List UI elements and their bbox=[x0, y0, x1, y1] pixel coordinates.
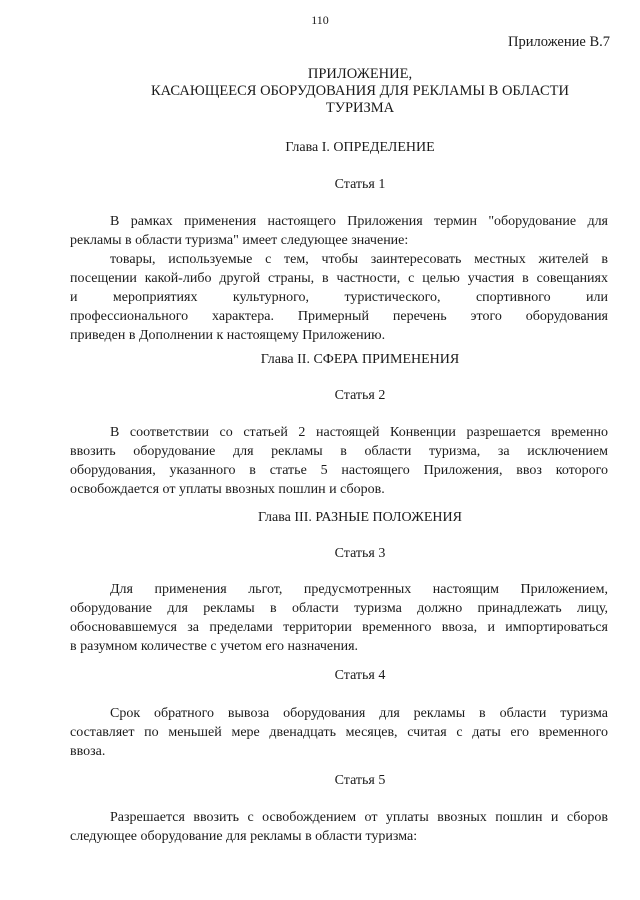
text-line: В соответствии со статьей 2 настоящей Конвенции разрешается временно bbox=[110, 425, 608, 440]
article-3-paragraph-1 bbox=[70, 580, 608, 656]
text-line: посещении какой-либо другой страны, в частности, с целью участия в совещаниях bbox=[70, 271, 608, 286]
article-3-heading: Статья 3 bbox=[334, 546, 386, 561]
text-line: Срок обратного вывоза оборудования для рекламы в области туризма bbox=[110, 706, 608, 721]
article-2-heading: Статья 2 bbox=[334, 388, 386, 403]
article-5-paragraph-1 bbox=[70, 808, 608, 846]
text-line: в разумном количестве с учетом его назначения. bbox=[70, 639, 359, 654]
article-4-heading: Статья 4 bbox=[334, 668, 386, 683]
chapter-3-heading: Глава III. РАЗНЫЕ ПОЛОЖЕНИЯ bbox=[258, 510, 462, 525]
title-line-1: ПРИЛОЖЕНИЕ, bbox=[307, 66, 413, 82]
article-5-heading: Статья 5 bbox=[334, 773, 386, 788]
text-line: обосновавшемуся за пределами территории временного ввоза, и импортироваться bbox=[70, 620, 608, 635]
article-1-heading: Статья 1 bbox=[334, 177, 386, 192]
text-line: составляет по меньшей мере двенадцать месяцев, считая с даты его временного bbox=[70, 725, 608, 740]
text-line: следующее оборудование для рекламы в области туризма: bbox=[70, 829, 418, 844]
article-1-paragraph-2 bbox=[70, 250, 608, 345]
text-line: приведен в Дополнении к настоящему Приложению. bbox=[70, 328, 386, 343]
text-line: профессионального характера. Примерный перечень этого оборудования bbox=[70, 309, 608, 324]
text-line: товары, используемые с тем, чтобы заинтересовать местных жителей в bbox=[110, 252, 608, 267]
page-number: 110 bbox=[311, 13, 329, 27]
title-line-2: КАСАЮЩЕЕСЯ ОБОРУДОВАНИЯ ДЛЯ РЕКЛАМЫ В ОБЛАСТИ bbox=[151, 83, 569, 99]
chapter-2-heading: Глава II. СФЕРА ПРИМЕНЕНИЯ bbox=[260, 352, 460, 367]
text-line: и мероприятиях культурного, туристического, спортивного или bbox=[70, 290, 608, 305]
title-line-3: ТУРИЗМА bbox=[325, 100, 395, 116]
text-line: ввоза. bbox=[70, 744, 106, 759]
article-1-paragraph-1 bbox=[70, 212, 608, 250]
chapter-1-heading: Глава I. ОПРЕДЕЛЕНИЕ bbox=[285, 140, 435, 155]
document-title bbox=[100, 66, 620, 117]
appendix-label: Приложение В.7 bbox=[508, 34, 610, 50]
text-line: оборудование для рекламы в области туризма должно принадлежать лицу, bbox=[70, 601, 608, 616]
text-line: ввозить оборудование для рекламы в области туризма, за исключением bbox=[70, 444, 608, 459]
article-2-paragraph-1 bbox=[70, 423, 608, 499]
text-line: рекламы в области туризма" имеет следующее значение: bbox=[70, 233, 409, 248]
text-line: Разрешается ввозить с освобождением от уплаты ввозных пошлин и сборов bbox=[110, 810, 608, 825]
text-line: оборудования, указанного в статье 5 настоящего Приложения, ввоз которого bbox=[70, 463, 608, 478]
article-4-paragraph-1 bbox=[70, 704, 608, 761]
text-line: освобождается от уплаты ввозных пошлин и сборов. bbox=[70, 482, 385, 497]
text-line: Для применения льгот, предусмотренных настоящим Приложением, bbox=[110, 582, 608, 597]
text-line: В рамках применения настоящего Приложения термин "оборудование для bbox=[110, 214, 608, 229]
